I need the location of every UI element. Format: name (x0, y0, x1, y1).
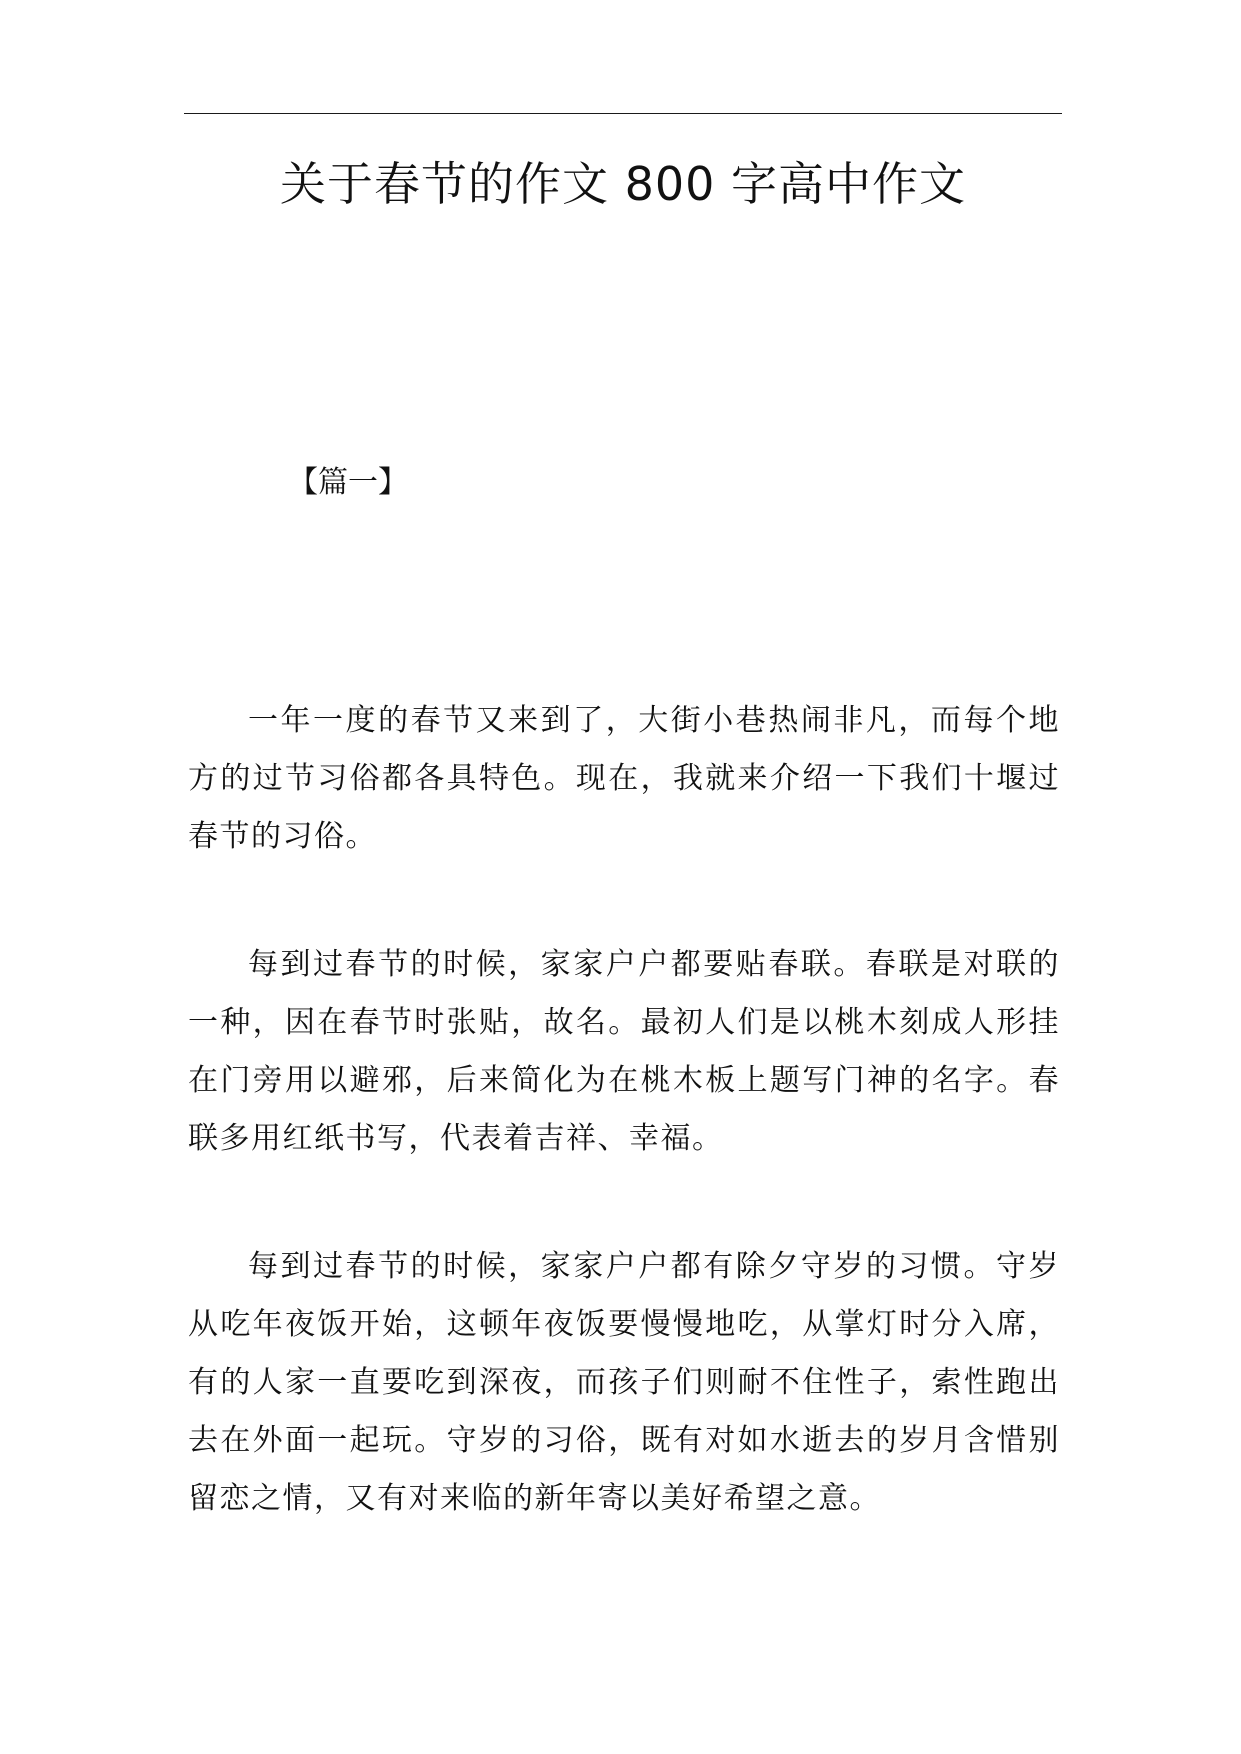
document-title: 关于春节的作文 800 字高中作文 (279, 157, 967, 211)
section-label: 【篇一】 (288, 465, 408, 500)
paragraph-3: 每到过春节的时候，家家户户都有除夕守岁的习惯。守岁从吃年夜饭开始，这顿年夜饭要慢慢地吃，从掌灯时分入席，有的人家一直要吃到深夜，而孩子们则耐不住性子，索性跑出去在外面一起玩。守岁的习俗，既有对如水逝去的岁月含惜别留恋之情，又有对来临的新年寄以美好希望之意。 (188, 1249, 1060, 1516)
header-rule (184, 113, 1062, 114)
paragraph-2: 每到过春节的时候，家家户户都要贴春联。春联是对联的一种，因在春节时张贴，故名。最初人们是以桃木刻成人形挂在门旁用以避邪，后来简化为在桃木板上题写门神的名字。春联多用红纸书写，代表着吉祥、幸福。 (188, 947, 1060, 1156)
article-body (188, 692, 1060, 1598)
paragraph-1: 一年一度的春节又来到了，大街小巷热闹非凡，而每个地方的过节习俗都各具特色。现在，我就来介绍一下我们十堰过春节的习俗。 (188, 703, 1060, 854)
